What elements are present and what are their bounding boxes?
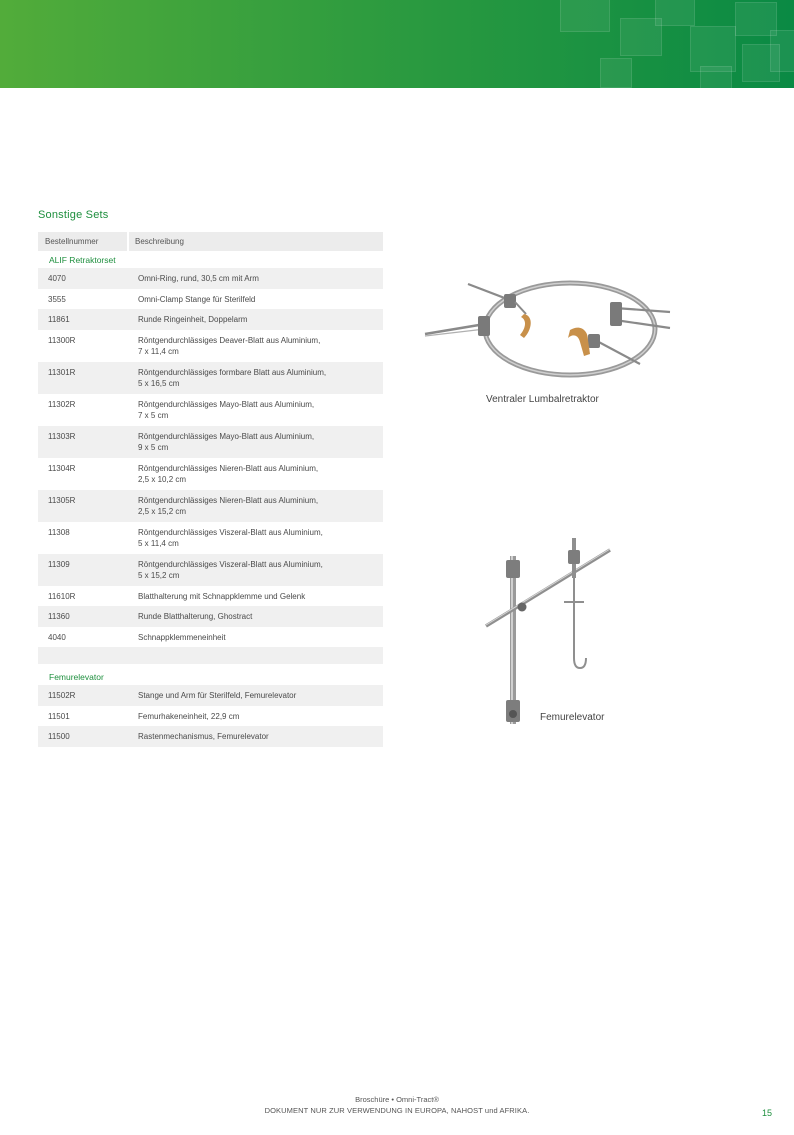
description-cell [128,685,383,706]
description-cell [128,490,383,522]
description-line: Röntgendurchlässiges Mayo-Blatt aus Aluminium, [138,431,315,441]
description-line: Röntgendurchlässiges formbare Blatt aus Aluminium, [138,367,327,377]
retractor-caption: Ventraler Lumbalretraktor [486,394,599,405]
description-cell [128,627,383,648]
order-number-cell: 11301R [38,362,128,394]
description-line: Blatthalterung mit Schnappklemme und Gelenk [138,591,306,601]
table-row [38,309,383,330]
table-spacer-row [38,647,383,664]
ventral-lumbar-retractor-image [420,272,680,387]
description-size-line: 5 x 15,2 cm [138,571,180,580]
description-cell [128,522,383,554]
description-line: Runde Blatthalterung, Ghostract [138,612,253,621]
order-number-cell: 11300R [48,335,76,345]
table-header-row [38,232,383,251]
table-group-row [38,251,383,268]
description-line: Röntgendurchlässiges Deaver-Blatt aus Aluminium, [138,335,321,345]
order-number-cell: 3555 [48,294,66,304]
order-number-cell: 11500 [38,726,128,747]
table-row [38,627,383,648]
table-row [38,426,383,458]
table-row [38,362,383,394]
description-cell [128,706,383,727]
description-cell [128,426,383,458]
description-size-line: 5 x 11,4 cm [138,539,179,548]
description-cell [128,586,383,607]
table-row [38,586,383,607]
table-row [38,606,383,627]
description-cell [128,309,383,330]
description-cell [128,726,383,747]
table-row [38,289,383,310]
description-line: Röntgendurchlässiges Viszeral-Blatt aus Aluminium, [138,559,323,569]
column-header-description: Beschreibung [128,232,383,251]
order-number-cell: 11610R [48,591,76,601]
description-size-line: 2,5 x 10,2 cm [138,475,187,484]
description-line: Röntgendurchlässiges Mayo-Blatt aus Aluminium, [138,399,315,409]
order-number-cell: 4070 [38,268,128,289]
description-line: Röntgendurchlässiges Viszeral-Blatt aus Aluminium, [138,527,323,537]
group-heading: Femurelevator [49,672,104,682]
group-heading: ALIF Retraktorset [49,255,116,265]
description-line: Schnappklemmeneinheit [138,632,226,642]
description-cell [128,362,383,394]
description-line: Stange und Arm für Sterilfeld, Femurelevator [138,691,297,700]
description-cell [128,606,383,627]
order-number-cell: 11304R [48,463,76,473]
description-size-line: 7 x 5 cm [138,411,169,420]
table-row [38,268,383,289]
order-number-cell: 11360 [38,606,128,627]
footer-disclaimer: DOKUMENT NUR ZUR VERWENDUNG IN EUROPA, NAHOST und AFRIKA. [264,1106,530,1115]
description-cell [128,289,383,310]
description-size-line: 7 x 11,4 cm [138,347,179,356]
description-line: Omni-Clamp Stange für Sterilfeld [138,294,256,304]
description-cell [128,268,383,289]
section-title: Sonstige Sets [38,209,109,221]
table-row [38,330,383,362]
table-row [38,554,383,586]
order-number-cell: 11501 [48,711,70,721]
order-number-cell: 11303R [38,426,128,458]
description-line: Runde Ringeinheit, Doppelarm [138,315,248,324]
description-line: Röntgendurchlässiges Nieren-Blatt aus Aluminium, [138,495,319,505]
description-cell [128,554,383,586]
table-row [38,706,383,727]
description-cell [128,394,383,426]
table-row [38,522,383,554]
order-number-cell: 11502R [38,685,128,706]
description-size-line: 2,5 x 15,2 cm [138,507,187,516]
femur-elevator-image [480,528,620,733]
order-number-cell: 11302R [48,399,76,409]
order-number-cell: 11308 [48,527,70,537]
description-line: Rastenmechanismus, Femurelevator [138,732,269,741]
description-cell [128,458,383,490]
description-cell [128,330,383,362]
order-number-cell: 4040 [48,632,66,642]
table-row [38,458,383,490]
table-row [38,490,383,522]
table-group-row [38,668,383,685]
header-banner [0,0,794,88]
description-size-line: 5 x 16,5 cm [138,379,180,388]
page-number: 15 [762,1108,773,1118]
table-row [38,726,383,747]
column-header-order-number: Bestellnummer [38,232,128,251]
footer-brochure-title: Broschüre • Omni-Tract® [355,1095,439,1104]
product-table [38,232,383,747]
description-size-line: 9 x 5 cm [138,443,169,452]
table-row [38,394,383,426]
order-number-cell: 11305R [38,490,128,522]
table-row [38,685,383,706]
order-number-cell: 11309 [38,554,128,586]
elevator-caption: Femurelevator [540,712,605,723]
description-line: Femurhakeneinheit, 22,9 cm [138,711,240,721]
order-number-cell: 11861 [38,309,128,330]
description-line: Omni-Ring, rund, 30,5 cm mit Arm [138,274,259,283]
description-line: Röntgendurchlässiges Nieren-Blatt aus Aluminium, [138,463,319,473]
